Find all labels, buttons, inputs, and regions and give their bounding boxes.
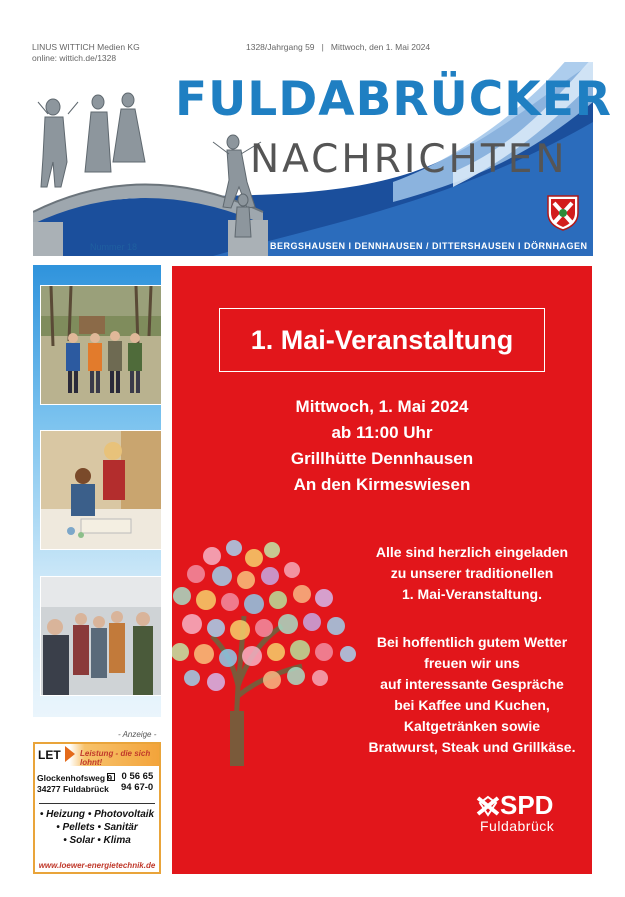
ad-label: - Anzeige - — [118, 730, 157, 739]
ad-street: Glockenhofsweg 9 — [37, 773, 113, 783]
issue-meta: 1328/Jahrgang 59 | Mittwoch, den 1. Mai 2024 — [246, 42, 431, 52]
ad-address — [37, 773, 112, 795]
publisher-info — [32, 42, 140, 64]
invitation-text — [352, 542, 592, 605]
phone-icon — [107, 773, 115, 781]
photo-group-indoors — [40, 576, 162, 696]
ad-service-line: • Solar • Klima — [63, 835, 131, 846]
masthead-subtitle: NACHRICHTEN — [250, 137, 568, 182]
spd-logo — [476, 792, 554, 834]
photo-group-outdoors — [40, 285, 162, 405]
invite-line: 1. Mai-Veranstaltung. — [401, 586, 543, 602]
advertisement[interactable] — [33, 742, 161, 874]
ad-website-link[interactable]: www.loewer-energietechnik.de — [38, 861, 156, 870]
ad-service-line: • Pellets • Sanitär — [56, 822, 138, 833]
ad-services — [35, 808, 159, 847]
ad-logo: LET — [38, 748, 61, 762]
flyer-title: 1. Mai-Veranstaltung — [250, 325, 514, 355]
event-time: ab 11:00 Uhr — [331, 423, 433, 442]
publisher-name: LINUS WITTICH Medien KG — [32, 42, 140, 52]
tree-illustration — [172, 536, 362, 766]
spd-local-branch: Fuldabrück — [480, 818, 555, 834]
ad-phone-number: 94 67-0 — [121, 782, 154, 793]
program-line: bei Kaffee und Kuchen, — [394, 697, 550, 713]
ad-phone-area: 0 56 65 — [121, 771, 154, 782]
event-flyer — [172, 266, 592, 874]
event-details — [252, 394, 512, 498]
ad-slogan: Leistung - die sich lohnt! — [80, 749, 151, 767]
spd-name: SPD — [500, 790, 554, 820]
ad-divider — [39, 803, 155, 804]
program-line: freuen wir uns — [424, 655, 520, 671]
event-date: Mittwoch, 1. Mai 2024 — [295, 397, 469, 416]
event-venue: Grillhütte Dennhausen — [290, 449, 474, 468]
event-location: An den Kirmeswiesen — [293, 475, 471, 494]
masthead-title: FULDABRÜCKER — [175, 72, 612, 127]
program-line: Bratwurst, Steak und Grillkäse. — [368, 739, 576, 755]
district-list: BERGSHAUSEN I DENNHAUSEN / DITTERSHAUSEN I DÖRNHAGEN — [270, 241, 588, 251]
flyer-title-frame — [219, 308, 545, 372]
ad-phone — [121, 771, 153, 793]
photo-craft-workshop — [40, 430, 162, 550]
issue-number: Nummer 18 — [90, 242, 138, 252]
invite-line: Alle sind herzlich eingeladen — [375, 544, 569, 560]
ad-service-line: • Heizung • Photovoltaik — [39, 809, 155, 820]
program-line: Bei hoffentlich gutem Wetter — [376, 634, 568, 650]
ad-arrow-icon — [65, 746, 75, 762]
ad-city: 34277 Fuldabrück — [37, 784, 109, 794]
program-text — [347, 632, 597, 758]
program-line: auf interessante Gespräche — [380, 676, 564, 692]
publisher-url: online: wittich.de/1328 — [32, 53, 117, 63]
invite-line: zu unserer traditionellen — [390, 565, 554, 581]
spd-eagle-icon — [476, 795, 500, 817]
coat-of-arms-icon — [547, 195, 579, 231]
spd-wordmark — [476, 792, 554, 818]
program-line: Kaltgetränken sowie — [403, 718, 541, 734]
